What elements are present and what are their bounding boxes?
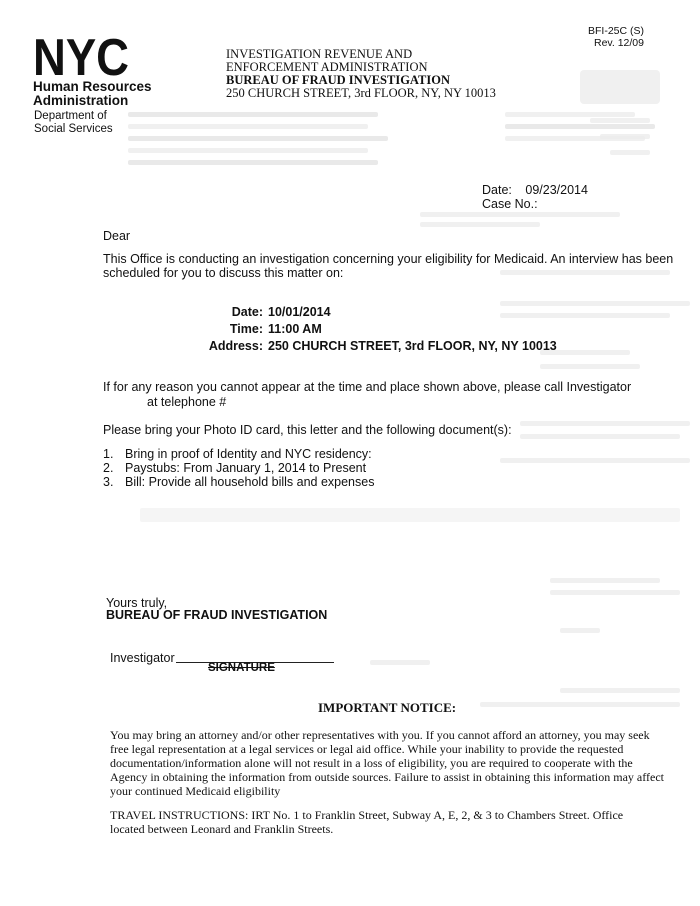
office-line1: INVESTIGATION REVENUE AND [226, 47, 413, 61]
investigator-label: Investigator [110, 651, 175, 665]
nyc-logo [33, 31, 129, 77]
notice-line: Agency in obtaining the information from outside sources. Failure to assist in obtaining this information may affect [110, 770, 665, 784]
department-line1: Department of [34, 110, 107, 122]
list-item [103, 461, 367, 475]
office-line4: 250 CHURCH STREET, 3rd FLOOR, NY, NY 10013 [226, 86, 496, 100]
contact-line2: at telephone # [147, 395, 227, 409]
appt-address-value: 250 CHURCH STREET, 3rd FLOOR, NY, NY 10013 [268, 339, 557, 353]
notice-paragraph [110, 728, 664, 798]
document-text: Bill: Provide all household bills and expenses [125, 475, 375, 489]
letter-date-label: Date: [482, 183, 512, 197]
form-number-block [588, 25, 644, 49]
list-item [103, 475, 375, 489]
svg-text:NYC: NYC [33, 31, 129, 77]
document-text: Bring in proof of Identity and NYC residency: [125, 447, 372, 461]
bring-documents-line: Please bring your Photo ID card, this letter and the following document(s): [103, 423, 512, 437]
closing-office: BUREAU OF FRAUD INVESTIGATION [106, 608, 328, 622]
travel-line1: TRAVEL INSTRUCTIONS: IRT No. 1 to Franklin Street, Subway A, E, 2, & 3 to Chambers Street. Office [110, 808, 624, 822]
notice-line: your continued Medicaid eligibility [110, 784, 281, 798]
letter-date-value: 09/23/2014 [525, 183, 588, 197]
agency-name-line1: Human Resources [33, 79, 152, 94]
department-name [34, 110, 113, 136]
list-item [103, 447, 372, 461]
case-number-label: Case No.: [482, 197, 538, 211]
department-line2: Social Services [34, 123, 113, 135]
appt-date-label: Date: [231, 305, 263, 319]
form-number: BFI-25C (S) [587, 25, 644, 37]
form-revision: Rev. 12/09 [593, 37, 644, 49]
notice-title: IMPORTANT NOTICE: [318, 700, 457, 715]
office-line2: ENFORCEMENT ADMINISTRATION [226, 60, 428, 74]
notice-line: You may bring an attorney and/or other representatives with you. If you cannot afford an attorney, you may seek [110, 728, 650, 742]
notice-line: documentation/information alone will not result in a loss of eligibility, you are required to cooperate with the [110, 756, 633, 770]
intro-line2: scheduled for you to discuss this matter on: [103, 266, 344, 280]
travel-line2: located between Leonard and Franklin Streets. [110, 822, 334, 836]
appt-time-label: Time: [229, 322, 263, 336]
office-line3: BUREAU OF FRAUD INVESTIGATION [226, 73, 450, 87]
travel-instructions [110, 808, 623, 836]
agency-name-line2: Administration [33, 93, 129, 108]
appt-date-value: 10/01/2014 [268, 305, 331, 319]
letter-date [482, 183, 588, 197]
signature-label: SIGNATURE [208, 662, 275, 674]
appt-time-value: 11:00 AM [268, 322, 322, 336]
notice-line: free legal representation at a legal services or legal aid office. While your inability to provide the requested [110, 742, 624, 756]
office-header [226, 48, 496, 100]
document-number: 3. [103, 475, 114, 489]
closing: Yours truly, [106, 596, 168, 610]
salutation: Dear [103, 229, 131, 243]
appt-address-label: Address: [208, 339, 263, 353]
document-number: 2. [103, 461, 114, 475]
contact-line1: If for any reason you cannot appear at the time and place shown above, please call Investigator [103, 380, 632, 394]
agency-name [33, 80, 152, 108]
intro-line1: This Office is conducting an investigation concerning your eligibility for Medicaid. An interview has been [103, 252, 674, 266]
document-number: 1. [103, 447, 114, 461]
case-number [482, 197, 538, 211]
document-text: Paystubs: From January 1, 2014 to Present [125, 461, 367, 475]
